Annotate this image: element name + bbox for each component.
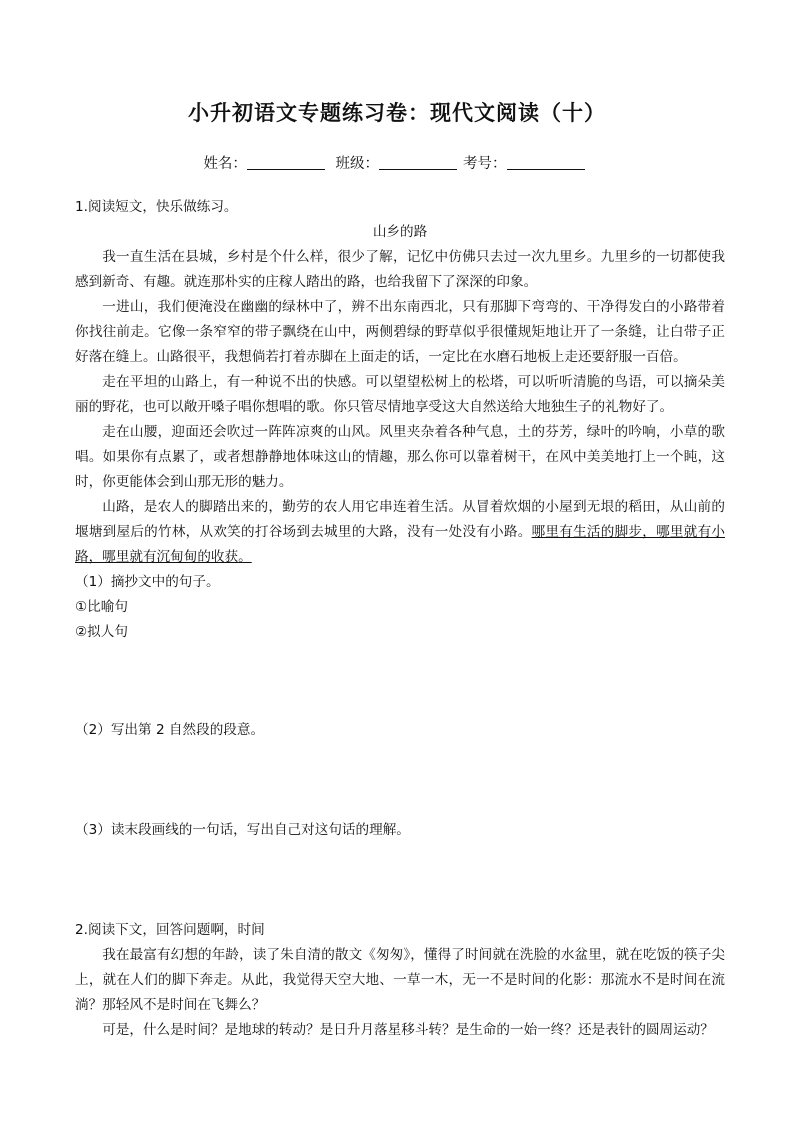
q1-paragraph-1: 我一直生活在县城，乡村是个什么样，很少了解，记忆中仿佛只去过一次九里乡。九里乡的一切都使我感到新奇、有趣。就连那朴实的庄稼人踏出的路，也给我留下了深深的印象。: [75, 249, 725, 290]
page-title: 小升初语文专题练习卷：现代文阅读（十）: [188, 101, 606, 125]
sub-question-1: （1）摘抄文中的句子。: [75, 574, 220, 590]
q2-paragraph-2: 可是，什么是时间？是地球的转动？是日升月落星移斗转？是生命的一始一终？还是表针的圆周运动？: [102, 1022, 714, 1038]
q1-paragraph-5: [75, 495, 725, 570]
q2-paragraph-1: 我在最富有幻想的年龄，读了朱自清的散文《匆匆》，懂得了时间就在洗脸的水盆里，就在吃饭的筷子尖上，就在人们的脚下奔走。从此，我觉得天空大地、一草一木，无一不是时间的化影：那流水不是时间在流淌？那轻风不是时间在飞舞么？: [75, 947, 725, 1013]
q1-paragraph-2: 一进山，我们便淹没在幽幽的绿林中了，辨不出东南西北，只有那脚下弯弯的、干净得发白的小路带着你找往前走。它像一条窄窄的带子飘绕在山中，两侧碧绿的野草似乎很懂规矩地让开了一条缝，让白带子正好落在缝上。山路很平，我想倘若打着赤脚在上面走的话，一定比在水磨石地板上走还要舒服一百倍。: [75, 299, 725, 365]
q1-paragraph-3: 走在平坦的山路上，有一种说不出的快感。可以望望松树上的松塔，可以听听清脆的鸟语，可以摘朵美丽的野花，也可以敞开嗓子唱你想唱的歌。你只管尽情地享受这大自然送给大地独生子的礼物好了。: [75, 374, 725, 415]
q1-paragraph-5-text: 山路，是农人的脚踏出来的，勤劳的农人用它串连着生活。从冒着炊烟的小屋到无垠的稻田，从山前的堰塘到屋后的竹林，从欢笑的打谷场到去城里的大路，没有一处没有小路。: [75, 499, 725, 540]
q2-intro: 2.阅读下文，回答问题啊，时间: [75, 922, 265, 938]
sub-question-1b: ②拟人句: [75, 624, 128, 640]
passage-title: 山乡的路: [372, 224, 428, 240]
name-label: 姓名：: [203, 156, 247, 172]
name-blank[interactable]: [247, 155, 325, 170]
class-label: 班级：: [335, 156, 380, 172]
student-info-line: [0, 152, 794, 173]
underlined-sentence: 哪里有生活的脚步，哪里就有小路，哪里就有沉甸甸的收获。: [75, 524, 726, 565]
sub-question-1a: ①比喻句: [75, 599, 128, 615]
exam-no-blank[interactable]: [507, 155, 585, 170]
exam-no-label: 考号：: [463, 156, 507, 172]
question-1: [75, 195, 725, 645]
sub-question-3: （3）读末段画线的一句话，写出自己对这句话的理解。: [75, 822, 410, 838]
q1-paragraph-4: 走在山腰，迎面还会吹过一阵阵凉爽的山风。风里夹杂着各种气息，土的芬芳，绿叶的吟响，小草的歌唱。如果你有点累了，或者想静静地体味这山的情趣，那么你可以靠着树干，在风中美美地打上一个盹，这时，你更能体会到山那无形的魅力。: [75, 424, 725, 490]
question-2: [75, 918, 725, 1043]
class-blank[interactable]: [379, 155, 457, 170]
q1-intro: 1.阅读短文，快乐做练习。: [75, 199, 238, 215]
sub-question-2: （2）写出第 2 自然段的段意。: [75, 722, 265, 738]
